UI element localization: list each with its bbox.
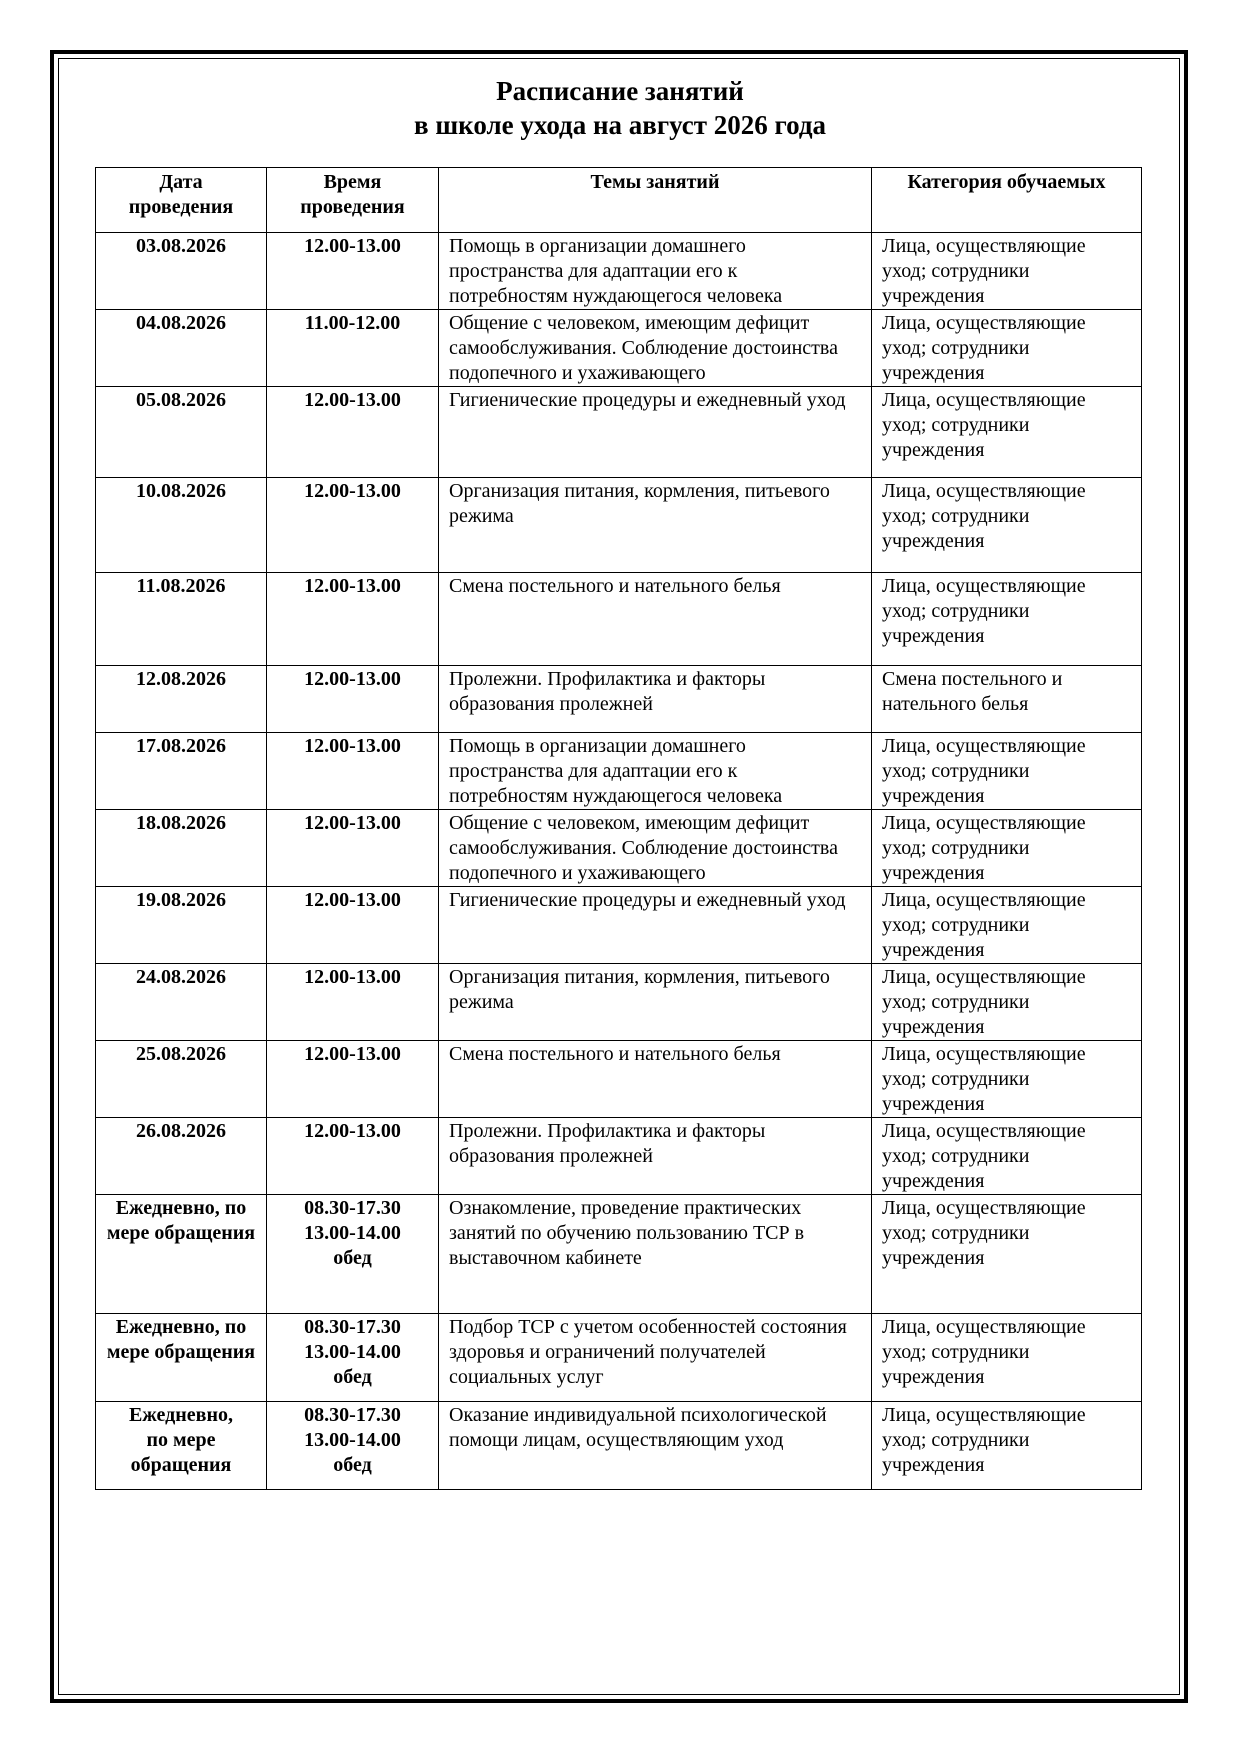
row-category: Лица, осуществляющие уход; сотрудники учреждения [872,573,1142,666]
row-time-line: обед [333,1366,372,1388]
schedule-table [95,167,1142,1490]
row-time-line: обед [333,1247,372,1269]
row-date: 24.08.2026 [96,964,267,1041]
table-row [96,810,1142,887]
row-category: Лица, осуществляющие уход; сотрудники учреждения [872,1118,1142,1195]
row-category: Лица, осуществляющие уход; сотрудники учреждения [872,887,1142,964]
row-category: Лица, осуществляющие уход; сотрудники учреждения [872,1402,1142,1490]
row-category: Лица, осуществляющие уход; сотрудники учреждения [872,964,1142,1041]
row-topic: Организация питания, кормления, питьевого режима [439,964,872,1041]
row-topic: Подбор ТСР с учетом особенностей состояния здоровья и ограничений получателей социальных услуг [439,1314,872,1402]
row-date: Ежедневно, по мере обращения [96,1314,267,1402]
row-time: 12.00-13.00 [267,1118,439,1195]
header-time: Время проведения [267,168,439,233]
row-time: 12.00-13.00 [267,666,439,733]
row-topic: Помощь в организации домашнего пространства для адаптации его к потребностям нуждающегося человека [439,233,872,310]
table-row [96,964,1142,1041]
table-row [96,387,1142,478]
row-time-line: 08.30-17.30 [304,1197,401,1219]
row-time [267,1314,439,1402]
row-category: Лица, осуществляющие уход; сотрудники учреждения [872,478,1142,573]
row-topic: Смена постельного и нательного белья [439,1041,872,1118]
row-time [267,1402,439,1490]
table-row [96,1314,1142,1402]
row-category: Смена постельного и нательного белья [872,666,1142,733]
row-date: 26.08.2026 [96,1118,267,1195]
row-time: 12.00-13.00 [267,233,439,310]
row-topic: Пролежни. Профилактика и факторы образования пролежней [439,1118,872,1195]
row-topic: Гигиенические процедуры и ежедневный уход [439,887,872,964]
row-date: 18.08.2026 [96,810,267,887]
table-header-row [96,168,1142,233]
row-time-line: 13.00-14.00 [304,1429,401,1451]
table-row [96,478,1142,573]
row-category: Лица, осуществляющие уход; сотрудники учреждения [872,1041,1142,1118]
row-time-line: 08.30-17.30 [304,1404,401,1426]
table-row [96,733,1142,810]
table-row [96,310,1142,387]
row-topic: Пролежни. Профилактика и факторы образования пролежней [439,666,872,733]
row-category: Лица, осуществляющие уход; сотрудники учреждения [872,233,1142,310]
table-row [96,1118,1142,1195]
row-date: 05.08.2026 [96,387,267,478]
row-category: Лица, осуществляющие уход; сотрудники учреждения [872,1195,1142,1314]
header-date: Дата проведения [96,168,267,233]
table-row [96,1402,1142,1490]
row-date: 19.08.2026 [96,887,267,964]
table-row [96,573,1142,666]
row-time-line: 13.00-14.00 [304,1341,401,1363]
table-row [96,233,1142,310]
row-topic: Общение с человеком, имеющим дефицит самообслуживания. Соблюдение достоинства подопечного и ухаживающего [439,810,872,887]
row-date: 10.08.2026 [96,478,267,573]
row-topic: Смена постельного и нательного белья [439,573,872,666]
row-time-line: 08.30-17.30 [304,1316,401,1338]
row-date: Ежедневно, по мере обращения [96,1402,267,1490]
row-time: 12.00-13.00 [267,887,439,964]
row-category: Лица, осуществляющие уход; сотрудники учреждения [872,310,1142,387]
header-category: Категория обучаемых [872,168,1142,233]
document-title: Расписание занятий [496,76,744,106]
row-time: 11.00-12.00 [267,310,439,387]
row-time: 12.00-13.00 [267,573,439,666]
row-time: 12.00-13.00 [267,1041,439,1118]
row-category: Лица, осуществляющие уход; сотрудники учреждения [872,733,1142,810]
row-date: 12.08.2026 [96,666,267,733]
row-time: 12.00-13.00 [267,733,439,810]
row-date: 17.08.2026 [96,733,267,810]
table-row [96,1195,1142,1314]
table-row [96,887,1142,964]
row-topic: Помощь в организации домашнего пространства для адаптации его к потребностям нуждающегося человека [439,733,872,810]
row-date: 25.08.2026 [96,1041,267,1118]
table-row [96,666,1142,733]
row-date: Ежедневно, по мере обращения [96,1195,267,1314]
table-row [96,1041,1142,1118]
row-topic: Общение с человеком, имеющим дефицит самообслуживания. Соблюдение достоинства подопечного и ухаживающего [439,310,872,387]
row-topic: Гигиенические процедуры и ежедневный уход [439,387,872,478]
row-time [267,1195,439,1314]
row-topic: Оказание индивидуальной психологической помощи лицам, осуществляющим уход [439,1402,872,1490]
row-topic: Организация питания, кормления, питьевого режима [439,478,872,573]
row-category: Лица, осуществляющие уход; сотрудники учреждения [872,387,1142,478]
row-topic: Ознакомление, проведение практических занятий по обучению пользованию ТСР в выставочном кабинете [439,1195,872,1314]
row-date: 11.08.2026 [96,573,267,666]
row-time-line: обед [333,1454,372,1476]
row-date: 03.08.2026 [96,233,267,310]
row-category: Лица, осуществляющие уход; сотрудники учреждения [872,810,1142,887]
document-subtitle: в школе ухода на август 2026 года [414,110,826,140]
row-time-line: 13.00-14.00 [304,1222,401,1244]
row-time: 12.00-13.00 [267,387,439,478]
row-time: 12.00-13.00 [267,478,439,573]
row-time: 12.00-13.00 [267,810,439,887]
row-category: Лица, осуществляющие уход; сотрудники учреждения [872,1314,1142,1402]
row-time: 12.00-13.00 [267,964,439,1041]
header-topic: Темы занятий [439,168,872,233]
row-date: 04.08.2026 [96,310,267,387]
